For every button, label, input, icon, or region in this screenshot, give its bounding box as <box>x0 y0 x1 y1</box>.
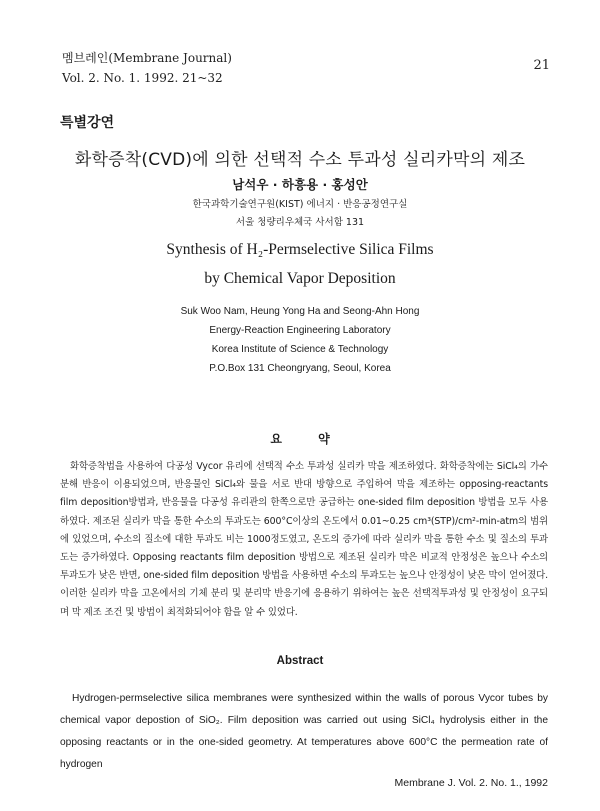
affiliation-line: 한국과학기술연구원(KIST) 에너지 · 반응공정연구실 <box>192 199 408 210</box>
volume-info: Vol. 2. No. 1. 1992. 21~32 <box>62 71 223 85</box>
affiliation-line: 서울 청량리우체국 사서함 131 <box>235 217 365 228</box>
summary-text: 화학증착법을 사용하여 다공성 Vycor 유리에 선택적 수소 투과성 실리카 막을 제조하였다. 화학증착에는 SiCl₄의 가수분해 반응이 이용되었으며, 반응물인 SiCl₄와 물을 서로 반대 방향으로 주입하여 막을 제조하는 opposing-reactants film deposition방법과, 반응물을 다공성 유리관의 한쪽으로만 공급하는 one-sided film deposition 방법을 모두 사용하였다. 제조된 실리카 막을 통한 수소의 투과도는 600°C이상의 온도에서 0.01~0.25 cm³(STP)/cm²-min-atm의 범위에 있었으며, 수소의 질소에 대한 투과도 비는 1000정도였고, 온도의 증가에 따라 실리카 막을 통한 수소 및 질소의 투과도는 증가하였다. Opposing reactants film deposition 방법으로 제조된 실리카 막은 비교적 안정성은 높으나 수소의 투과도가 낮은 반면, one-sided film deposition 방법을 사용하면 수소의 투과도는 높으나 안정성이 낮은 막이 얻어졌다. 이러한 실리카 막을 고온에서의 기체 분리 및 분리막 반응기에 응용하기 위하여는 높은 선택적투과성 및 안정성이 요구되며 막 제조 조건 및 방법이 최적화되어야 함을 알 수 있었다. <box>60 461 548 618</box>
section-tag: 특별강연 <box>60 115 115 131</box>
page-footer: Membrane J. Vol. 2. No. 1., 1992 <box>394 777 548 789</box>
journal-name: 멤브레인(Membrane Journal) <box>62 51 232 65</box>
affiliation-address: P.O.Box 131 Cheongryang, Seoul, Korea <box>209 363 391 374</box>
title-korean: 화학증착(CVD)에 의한 선택적 수소 투과성 실리카막의 제조 <box>74 150 526 170</box>
authors-korean: 남석우 · 하흥용 · 홍성안 <box>232 177 368 192</box>
title-english-line: by Chemical Vapor Deposition <box>204 270 396 287</box>
authors-english <box>0 302 600 378</box>
authors-names: Suk Woo Nam, Heung Yong Ha and Seong-Ahn Hong <box>180 306 420 317</box>
affiliation-korean <box>0 196 600 232</box>
summary-heading: 요 약 <box>270 432 346 446</box>
affiliation-institute: Korea Institute of Science & Technology <box>211 344 389 355</box>
title-english <box>0 235 600 293</box>
affiliation-lab: Energy-Reaction Engineering Laboratory <box>209 325 391 336</box>
journal-header <box>62 48 232 88</box>
page-number: 21 <box>533 58 550 73</box>
abstract-heading: Abstract <box>276 655 324 667</box>
title-english-line: Synthesis of H₂-Permselective Silica Films <box>166 241 434 258</box>
abstract-text: Hydrogen-permselective silica membranes were synthesized within the walls of porous Vycor tubes by chemical vapor depostion of SiO₂. Film deposition was carried out using SiCl₄ hydrolysis either in the opposing reactants or in the one-sided geometry. At temperatures above 600°C the permeation rate of hydrogen <box>60 693 548 770</box>
